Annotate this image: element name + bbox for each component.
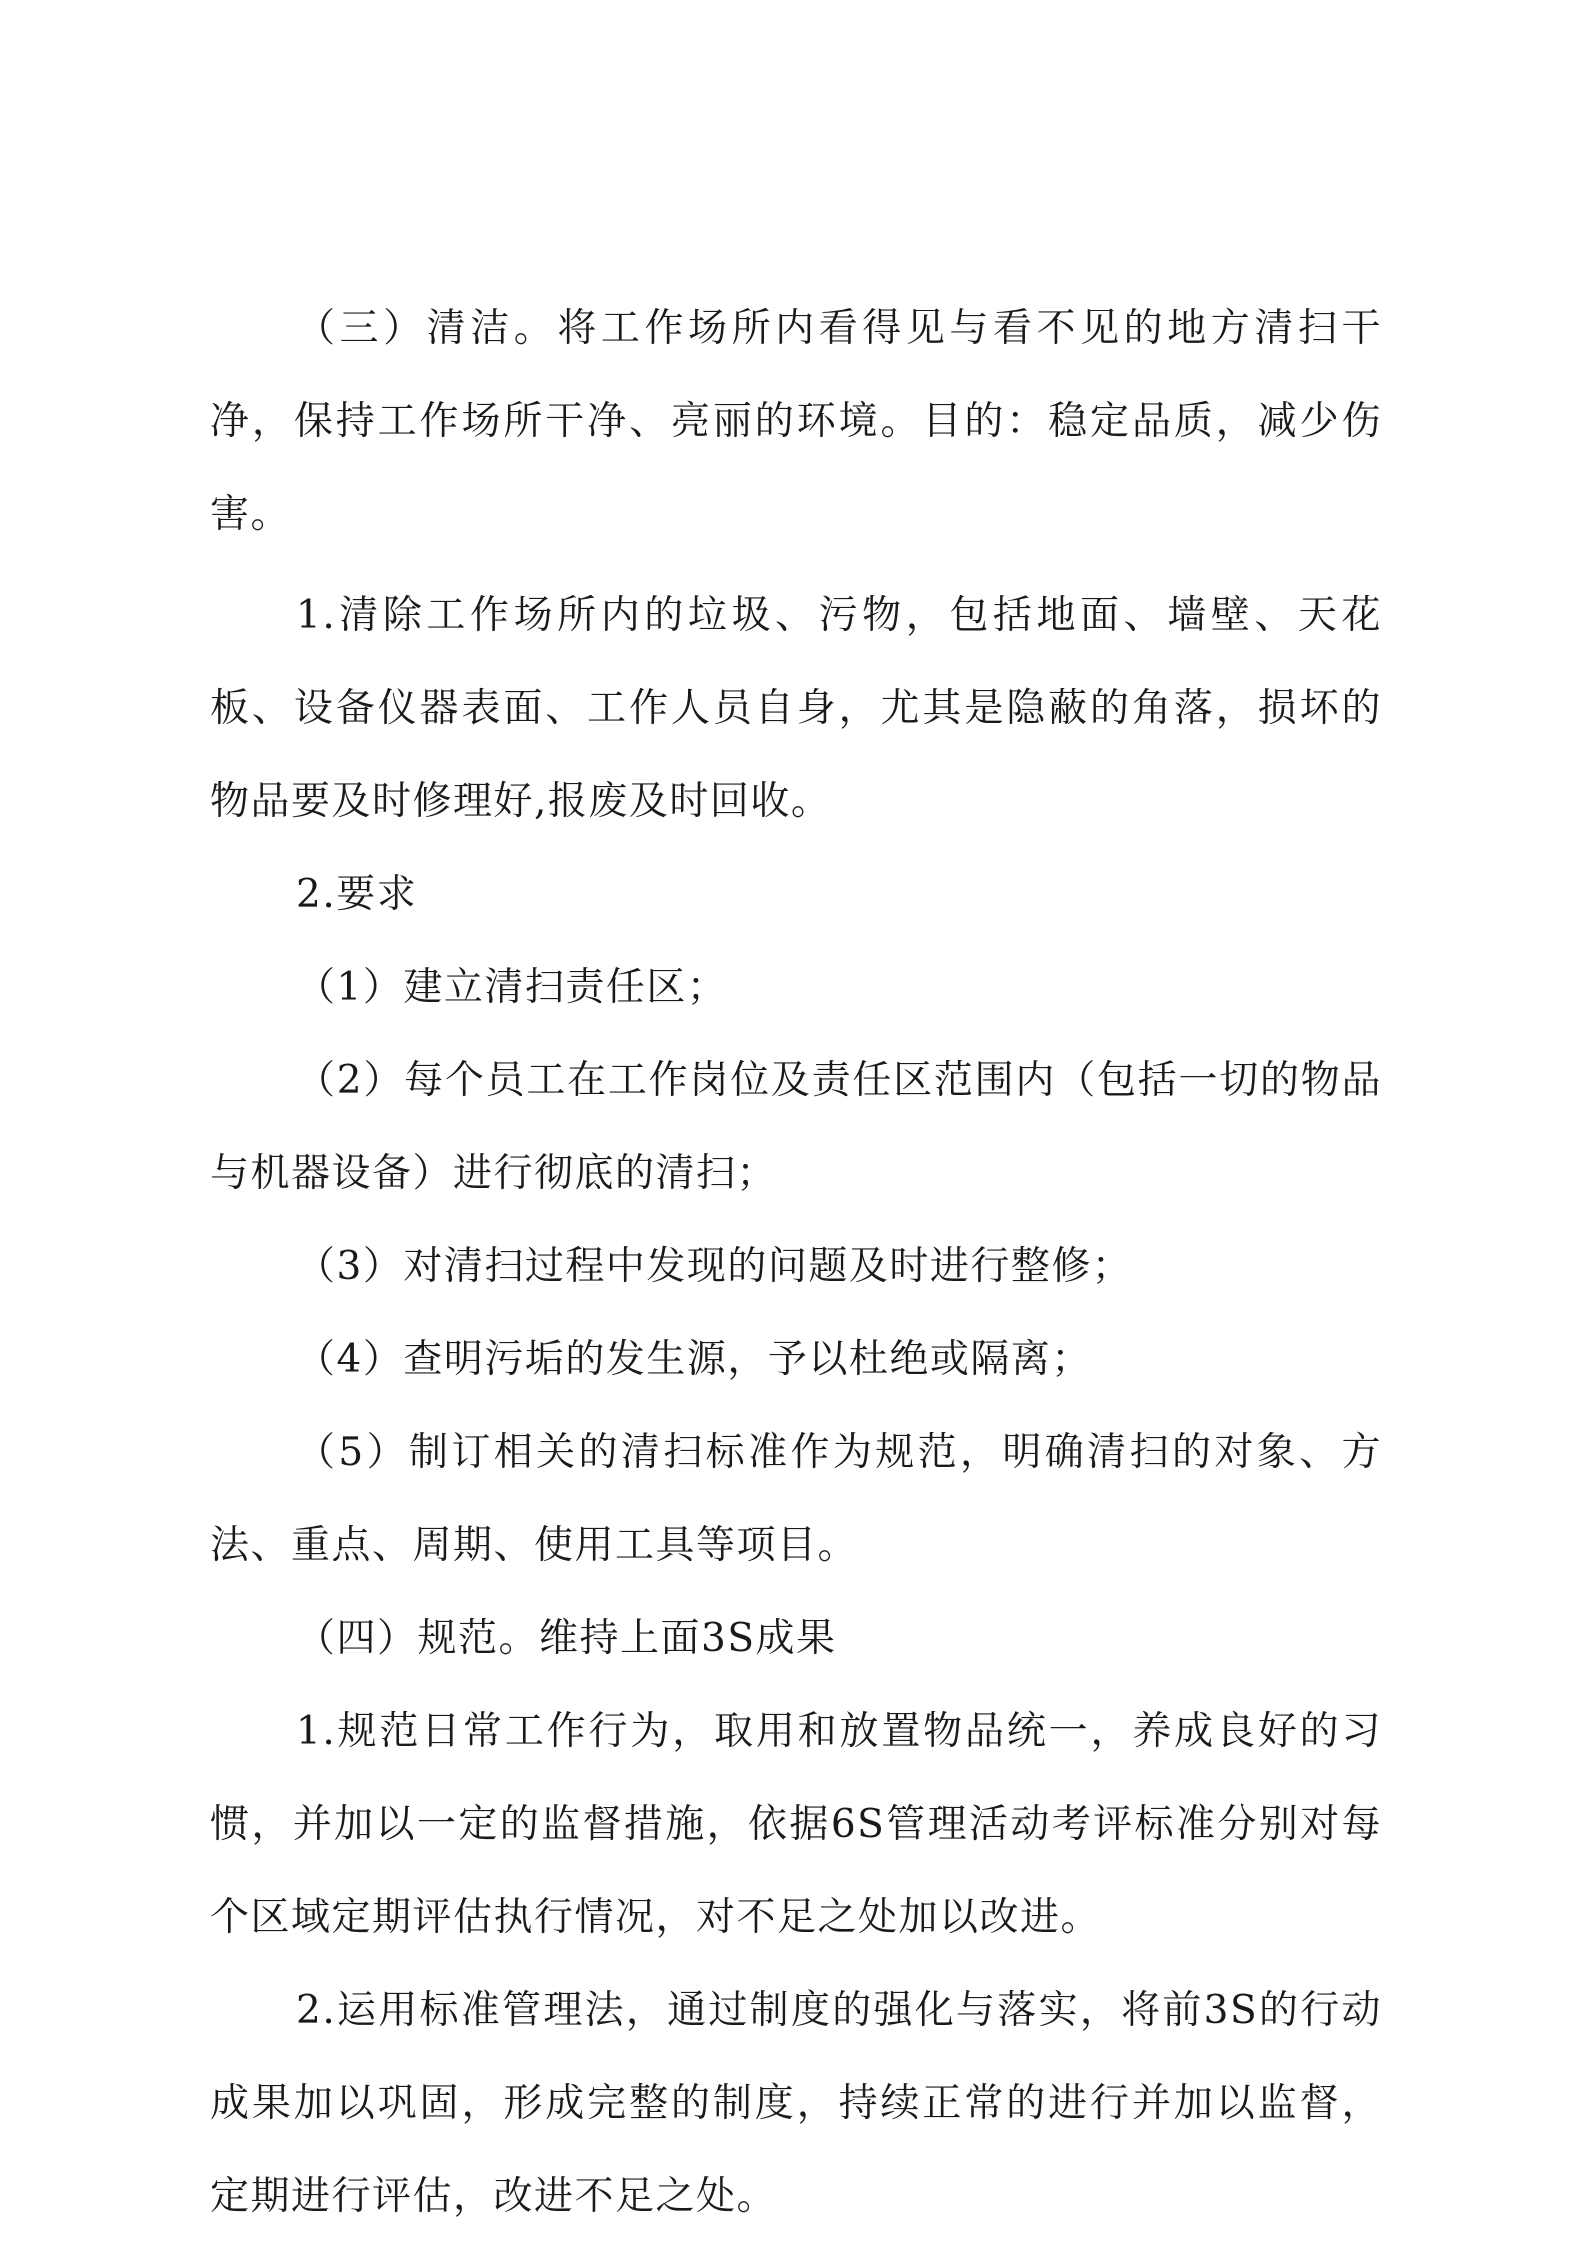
- section-three-cleaning-paragraph: （三）清洁。将工作场所内看得见与看不见的地方清扫干净，保持工作场所干净、亮丽的环境。目的：稳定品质，减少伤害。: [210, 306, 1382, 537]
- requirement-3: （3）对清扫过程中发现的问题及时进行整修；: [296, 1244, 1133, 1289]
- cleaning-item-1-paragraph: 1.清除工作场所内的垃圾、污物，包括地面、墙壁、天花板、设备仪器表面、工作人员自身，尤其是隐蔽的角落，损坏的物品要及时修理好,报废及时回收。: [210, 593, 1382, 824]
- requirement-1: （1）建立清扫责任区；: [296, 965, 728, 1010]
- document-body: [210, 282, 1382, 2243]
- requirement-5: （5）制订相关的清扫标准作为规范，明确清扫的对象、方法、重点、周期、使用工具等项目。: [210, 1430, 1382, 1568]
- section-four-standardize-heading: （四）规范。维持上面3S成果: [296, 1616, 837, 1661]
- standardize-item-2-paragraph: 2.运用标准管理法，通过制度的强化与落实，将前3S的行动成果加以巩固，形成完整的制度，持续正常的进行并加以监督，定期进行评估，改进不足之处。: [210, 1988, 1382, 2219]
- standardize-item-1-paragraph: 1.规范日常工作行为，取用和放置物品统一，养成良好的习惯，并加以一定的监督措施，依据6S管理活动考评标准分别对每个区域定期评估执行情况，对不足之处加以改进。: [210, 1709, 1382, 1940]
- cleaning-item-2-heading: 2.要求: [296, 872, 418, 917]
- requirement-4: （4）查明污垢的发生源，予以杜绝或隔离；: [296, 1337, 1092, 1382]
- requirement-2: （2）每个员工在工作岗位及责任区范围内（包括一切的物品与机器设备）进行彻底的清扫；: [210, 1058, 1382, 1196]
